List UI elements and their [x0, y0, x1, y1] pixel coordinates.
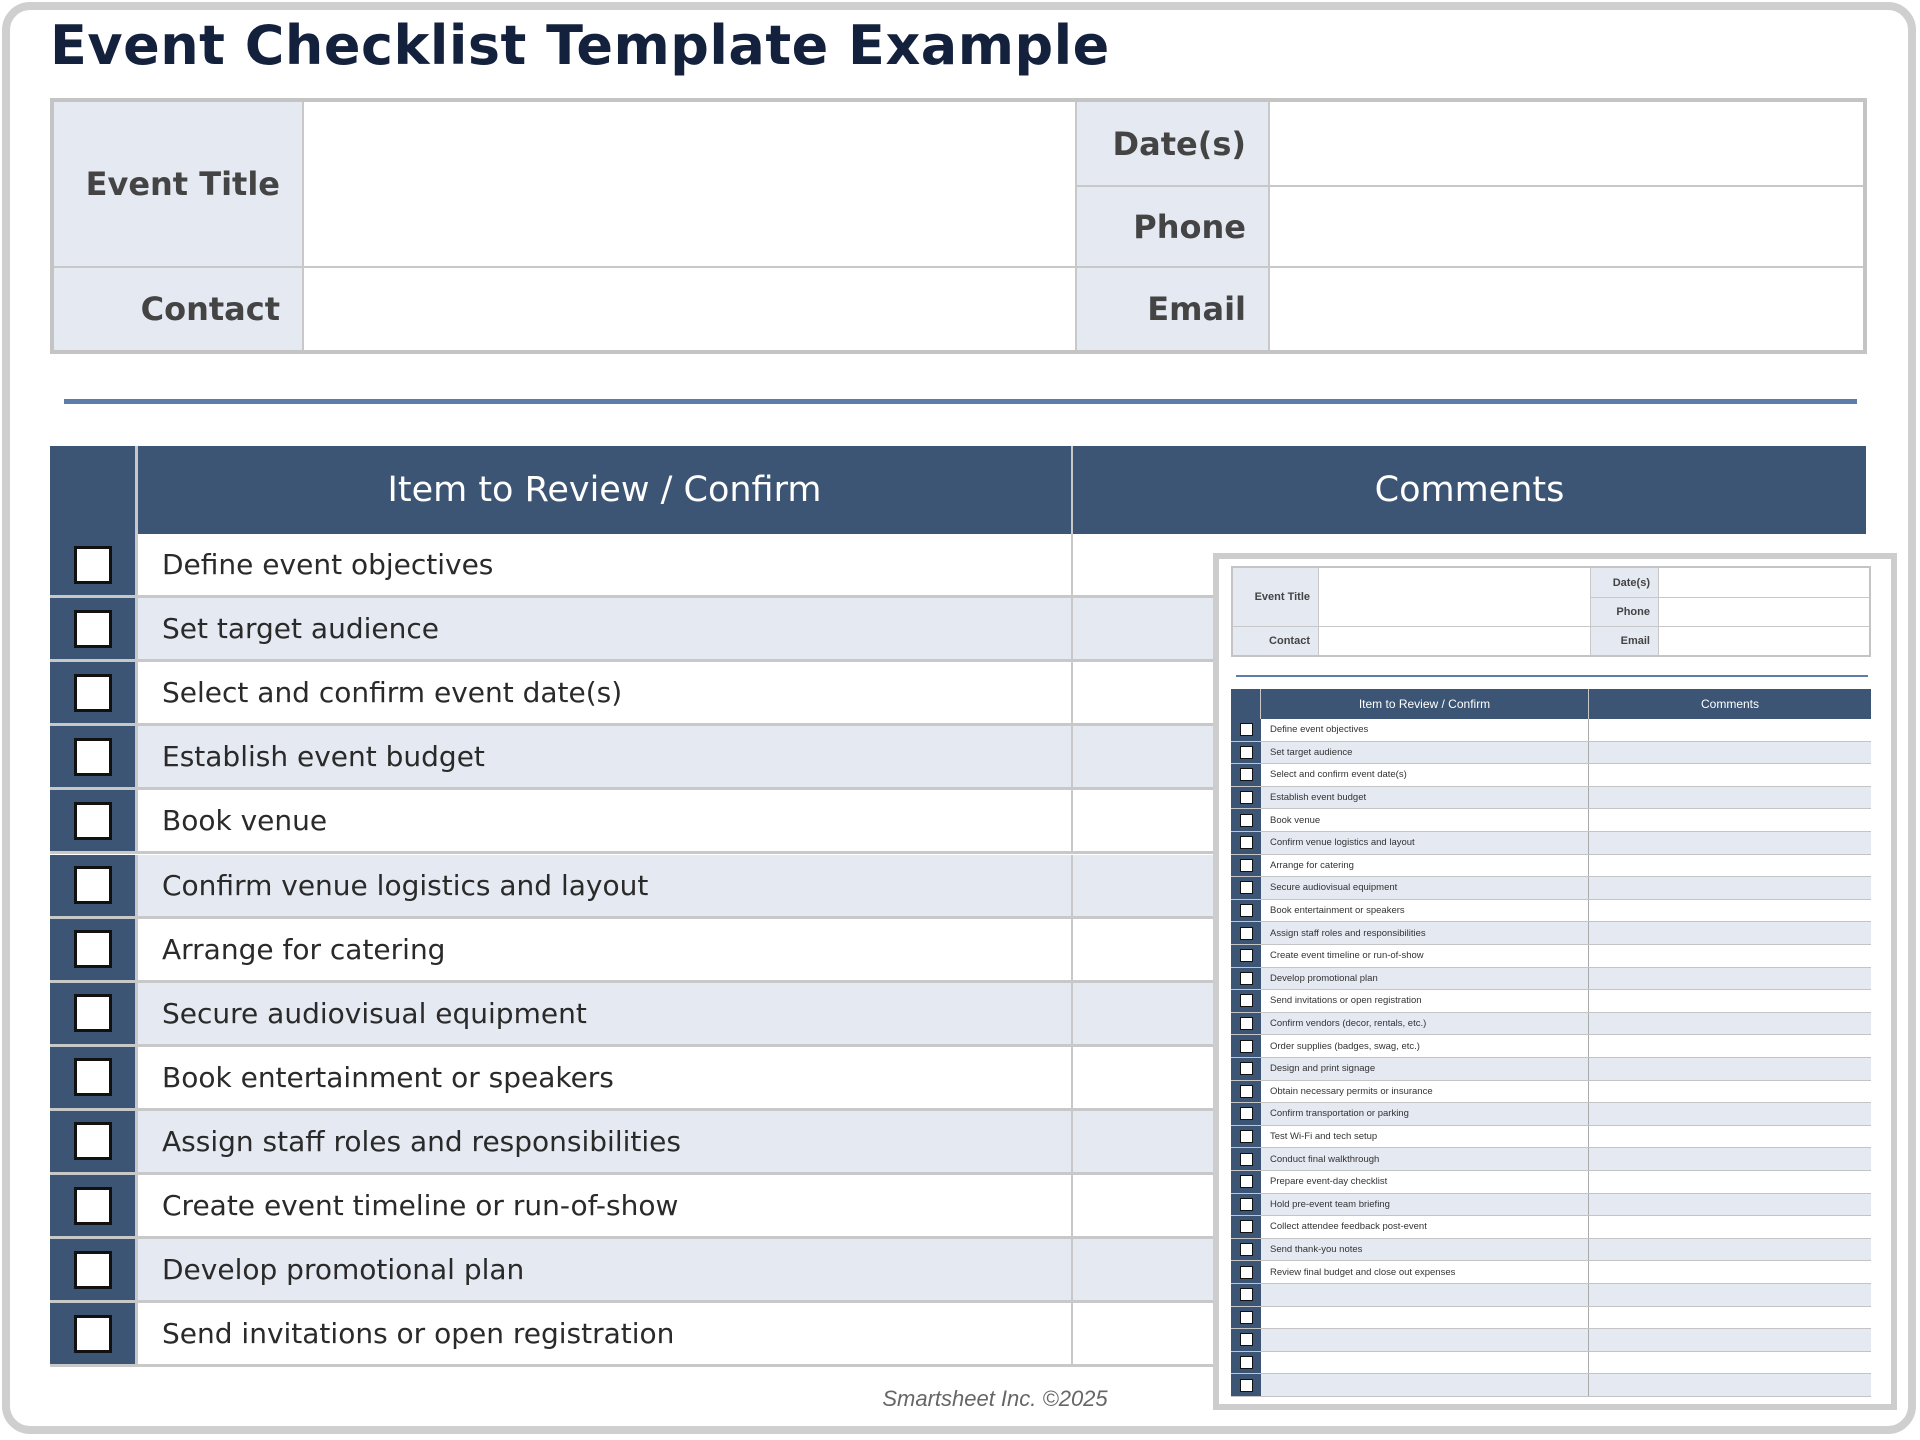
checkbox[interactable]: [74, 802, 112, 840]
thumbnail-comment-cell: [1589, 990, 1871, 1012]
item-cell[interactable]: Send invitations or open registration: [138, 1303, 1073, 1364]
thumbnail-item-cell: Develop promotional plan: [1261, 968, 1589, 990]
thumbnail-event-title-label: Event Title: [1233, 568, 1319, 627]
thumbnail-checkbox-cell: [1231, 1307, 1261, 1329]
thumbnail-item-cell: [1261, 1352, 1589, 1374]
thumbnail-checkbox-cell: [1231, 787, 1261, 809]
item-cell[interactable]: Arrange for catering: [138, 919, 1073, 980]
thumbnail-checkbox-cell: [1231, 1374, 1261, 1396]
thumbnail-checkbox: [1240, 1017, 1253, 1030]
thumbnail-item-cell: [1261, 1284, 1589, 1306]
thumbnail-checkbox-cell: [1231, 1035, 1261, 1057]
item-cell[interactable]: Confirm venue logistics and layout: [138, 855, 1073, 916]
checkbox-cell: [50, 919, 138, 980]
thumbnail-item-cell: Arrange for catering: [1261, 855, 1589, 877]
thumbnail-checkbox: [1240, 1288, 1253, 1301]
thumbnail-comment-cell: [1589, 1216, 1871, 1238]
thumbnail-checkbox: [1240, 859, 1253, 872]
thumbnail-checkbox-cell: [1231, 1329, 1261, 1351]
item-cell[interactable]: Assign staff roles and responsibilities: [138, 1111, 1073, 1172]
thumbnail-checkbox-cell: [1231, 1103, 1261, 1125]
thumbnail-comments-header: Comments: [1589, 689, 1871, 719]
phone-field[interactable]: [1270, 187, 1863, 268]
thumbnail-checkbox: [1240, 881, 1253, 894]
thumbnail-item-cell: Review final budget and close out expenses: [1261, 1261, 1589, 1283]
checkbox[interactable]: [74, 866, 112, 904]
thumbnail-comment-cell: [1589, 1194, 1871, 1216]
checkbox-cell: [50, 983, 138, 1044]
template-thumbnail-preview: [1213, 553, 1897, 1410]
thumbnail-row: [1231, 809, 1871, 832]
thumbnail-row: [1231, 1261, 1871, 1284]
thumbnail-info-table: [1231, 566, 1871, 657]
thumbnail-divider: [1236, 675, 1868, 677]
thumbnail-checkbox-cell: [1231, 1081, 1261, 1103]
thumbnail-comment-cell: [1589, 968, 1871, 990]
thumbnail-item-cell: Collect attendee feedback post-event: [1261, 1216, 1589, 1238]
thumbnail-row: [1231, 1239, 1871, 1262]
thumbnail-comment-cell: [1589, 1352, 1871, 1374]
thumbnail-checkbox-cell: [1231, 922, 1261, 944]
checkbox[interactable]: [74, 674, 112, 712]
thumbnail-item-cell: Send thank-you notes: [1261, 1239, 1589, 1261]
thumbnail-comment-cell: [1589, 742, 1871, 764]
thumbnail-phone-field: [1659, 598, 1869, 627]
thumbnail-checkbox: [1240, 1198, 1253, 1211]
thumbnail-comment-cell: [1589, 832, 1871, 854]
thumbnail-event-title-field: [1319, 568, 1591, 627]
checkbox-column-header: [50, 446, 138, 534]
thumbnail-contact-label: Contact: [1233, 627, 1319, 655]
thumbnail-checkbox-cell: [1231, 900, 1261, 922]
thumbnail-row: [1231, 968, 1871, 991]
thumbnail-comment-cell: [1589, 900, 1871, 922]
thumbnail-checkbox-cell: [1231, 1194, 1261, 1216]
thumbnail-item-cell: Test Wi-Fi and tech setup: [1261, 1126, 1589, 1148]
thumbnail-checkbox: [1240, 972, 1253, 985]
thumbnail-row: [1231, 945, 1871, 968]
thumbnail-checkbox-cell: [1231, 1013, 1261, 1035]
contact-field[interactable]: [304, 268, 1077, 350]
item-cell[interactable]: Select and confirm event date(s): [138, 662, 1073, 723]
checkbox[interactable]: [74, 1122, 112, 1160]
item-cell[interactable]: Book venue: [138, 790, 1073, 851]
thumbnail-checkbox-cell: [1231, 945, 1261, 967]
thumbnail-dates-label: Date(s): [1591, 568, 1659, 598]
thumbnail-row: [1231, 1284, 1871, 1307]
thumbnail-row: [1231, 922, 1871, 945]
item-cell[interactable]: Develop promotional plan: [138, 1239, 1073, 1300]
checkbox[interactable]: [74, 1187, 112, 1225]
checkbox[interactable]: [74, 546, 112, 584]
checkbox-cell: [50, 534, 138, 595]
checkbox-cell: [50, 1303, 138, 1364]
thumbnail-checkbox: [1240, 1243, 1253, 1256]
thumbnail-checkbox: [1240, 1333, 1253, 1346]
checkbox-cell: [50, 726, 138, 787]
checkbox-cell: [50, 1047, 138, 1108]
thumbnail-item-cell: Book entertainment or speakers: [1261, 900, 1589, 922]
thumbnail-checkbox: [1240, 791, 1253, 804]
thumbnail-checkbox-cell: [1231, 1284, 1261, 1306]
thumbnail-item-cell: Prepare event-day checklist: [1261, 1171, 1589, 1193]
thumbnail-row: [1231, 1058, 1871, 1081]
thumbnail-row: [1231, 900, 1871, 923]
thumbnail-row: [1231, 1171, 1871, 1194]
thumbnail-checkbox: [1240, 927, 1253, 940]
thumbnail-checkbox-cell: [1231, 968, 1261, 990]
checkbox[interactable]: [74, 994, 112, 1032]
thumbnail-item-cell: Design and print signage: [1261, 1058, 1589, 1080]
thumbnail-row: [1231, 877, 1871, 900]
thumbnail-comment-cell: [1589, 1081, 1871, 1103]
checkbox-cell: [50, 662, 138, 723]
thumbnail-checkbox-cell: [1231, 719, 1261, 741]
thumbnail-row: [1231, 719, 1871, 742]
email-label: Email: [1077, 268, 1270, 350]
item-column-header: Item to Review / Confirm: [138, 446, 1073, 534]
checkbox-cell: [50, 1239, 138, 1300]
thumbnail-comment-cell: [1589, 1103, 1871, 1125]
thumbnail-row: [1231, 832, 1871, 855]
event-title-label: Event Title: [54, 102, 304, 268]
thumbnail-checkbox: [1240, 1266, 1253, 1279]
thumbnail-item-cell: Confirm transportation or parking: [1261, 1103, 1589, 1125]
thumbnail-contact-field: [1319, 627, 1591, 655]
thumbnail-checkbox-cell: [1231, 855, 1261, 877]
thumbnail-comment-cell: [1589, 1126, 1871, 1148]
thumbnail-email-label: Email: [1591, 627, 1659, 655]
thumbnail-row: [1231, 1126, 1871, 1149]
thumbnail-comment-cell: [1589, 1148, 1871, 1170]
thumbnail-checkbox: [1240, 1175, 1253, 1188]
thumbnail-checkbox-cell: [1231, 1126, 1261, 1148]
thumbnail-checkbox: [1240, 814, 1253, 827]
comments-column-header: Comments: [1073, 446, 1866, 534]
thumbnail-comment-cell: [1589, 1171, 1871, 1193]
thumbnail-row: [1231, 990, 1871, 1013]
thumbnail-checkbox-cell: [1231, 1216, 1261, 1238]
item-cell[interactable]: Define event objectives: [138, 534, 1073, 595]
thumbnail-checkbox: [1240, 994, 1253, 1007]
thumbnail-checkbox-cell: [1231, 1148, 1261, 1170]
thumbnail-item-cell: Define event objectives: [1261, 719, 1589, 741]
phone-label: Phone: [1077, 187, 1270, 268]
thumbnail-checkbox: [1240, 949, 1253, 962]
dates-field[interactable]: [1270, 102, 1863, 187]
thumbnail-item-cell: Secure audiovisual equipment: [1261, 877, 1589, 899]
thumbnail-row: [1231, 1148, 1871, 1171]
thumbnail-checkbox-cell: [1231, 764, 1261, 786]
thumbnail-row: [1231, 1194, 1871, 1217]
dates-label: Date(s): [1077, 102, 1270, 187]
item-cell[interactable]: Create event timeline or run-of-show: [138, 1175, 1073, 1236]
thumbnail-comment-cell: [1589, 764, 1871, 786]
thumbnail-comment-cell: [1589, 1058, 1871, 1080]
thumbnail-row: [1231, 1374, 1871, 1397]
thumbnail-item-cell: Confirm vendors (decor, rentals, etc.): [1261, 1013, 1589, 1035]
thumbnail-comment-cell: [1589, 787, 1871, 809]
checkbox[interactable]: [74, 1058, 112, 1096]
thumbnail-comment-cell: [1589, 809, 1871, 831]
checkbox-cell: [50, 1111, 138, 1172]
item-cell[interactable]: Establish event budget: [138, 726, 1073, 787]
thumbnail-checkbox-cell: [1231, 1058, 1261, 1080]
thumbnail-checkbox: [1240, 723, 1253, 736]
thumbnail-comment-cell: [1589, 1329, 1871, 1351]
thumbnail-item-cell: [1261, 1374, 1589, 1396]
thumbnail-comment-cell: [1589, 1374, 1871, 1396]
thumbnail-comment-cell: [1589, 922, 1871, 944]
thumbnail-checkbox: [1240, 1379, 1253, 1392]
thumbnail-comment-cell: [1589, 1261, 1871, 1283]
thumbnail-item-cell: Send invitations or open registration: [1261, 990, 1589, 1012]
thumbnail-phone-label: Phone: [1591, 598, 1659, 627]
thumbnail-checkbox: [1240, 836, 1253, 849]
checkbox[interactable]: [74, 738, 112, 776]
thumbnail-comment-cell: [1589, 1013, 1871, 1035]
thumbnail-comment-cell: [1589, 945, 1871, 967]
thumbnail-checkbox: [1240, 1153, 1253, 1166]
email-field[interactable]: [1270, 268, 1863, 350]
thumbnail-checkbox: [1240, 904, 1253, 917]
thumbnail-comment-cell: [1589, 877, 1871, 899]
checkbox[interactable]: [74, 1251, 112, 1289]
thumbnail-checkbox: [1240, 1085, 1253, 1098]
thumbnail-item-cell: Establish event budget: [1261, 787, 1589, 809]
thumbnail-checkbox: [1240, 1130, 1253, 1143]
thumbnail-checkbox: [1240, 746, 1253, 759]
thumbnail-row: [1231, 1329, 1871, 1352]
thumbnail-row: [1231, 1216, 1871, 1239]
thumbnail-item-cell: Create event timeline or run-of-show: [1261, 945, 1589, 967]
thumbnail-comment-cell: [1589, 719, 1871, 741]
checkbox[interactable]: [74, 930, 112, 968]
checkbox-cell: [50, 598, 138, 659]
thumbnail-row: [1231, 764, 1871, 787]
thumbnail-checkbox: [1240, 1220, 1253, 1233]
thumbnail-dates-field: [1659, 568, 1869, 598]
thumbnail-checkbox-cell: [1231, 877, 1261, 899]
checkbox-cell: [50, 1175, 138, 1236]
thumbnail-row: [1231, 1035, 1871, 1058]
contact-label: Contact: [54, 268, 304, 350]
page-title: Event Checklist Template Example: [50, 14, 1110, 77]
thumbnail-checkbox-header: [1231, 689, 1261, 719]
thumbnail-item-cell: [1261, 1307, 1589, 1329]
thumbnail-row: [1231, 1307, 1871, 1330]
thumbnail-comment-cell: [1589, 855, 1871, 877]
thumbnail-checkbox: [1240, 1311, 1253, 1324]
thumbnail-item-cell: Obtain necessary permits or insurance: [1261, 1081, 1589, 1103]
thumbnail-checkbox: [1240, 1062, 1253, 1075]
thumbnail-item-cell: Order supplies (badges, swag, etc.): [1261, 1035, 1589, 1057]
thumbnail-checkbox: [1240, 768, 1253, 781]
thumbnail-checkbox-cell: [1231, 742, 1261, 764]
checkbox[interactable]: [74, 610, 112, 648]
thumbnail-row: [1231, 1103, 1871, 1126]
thumbnail-row: [1231, 1013, 1871, 1036]
event-info-table: [50, 98, 1867, 354]
thumbnail-checkbox-cell: [1231, 809, 1261, 831]
copyright-text: Smartsheet Inc. ©2025: [882, 1386, 1108, 1411]
thumbnail-checkbox: [1240, 1356, 1253, 1369]
item-cell[interactable]: Secure audiovisual equipment: [138, 983, 1073, 1044]
thumbnail-item-cell: Hold pre-event team briefing: [1261, 1194, 1589, 1216]
section-divider: [64, 399, 1857, 404]
thumbnail-item-cell: Book venue: [1261, 809, 1589, 831]
event-title-field[interactable]: [304, 102, 1077, 268]
thumbnail-comment-cell: [1589, 1307, 1871, 1329]
thumbnail-comment-cell: [1589, 1284, 1871, 1306]
thumbnail-comment-cell: [1589, 1239, 1871, 1261]
thumbnail-item-cell: Set target audience: [1261, 742, 1589, 764]
item-cell[interactable]: Book entertainment or speakers: [138, 1047, 1073, 1108]
thumbnail-item-cell: [1261, 1329, 1589, 1351]
thumbnail-item-cell: Assign staff roles and responsibilities: [1261, 922, 1589, 944]
thumbnail-checkbox-cell: [1231, 832, 1261, 854]
thumbnail-item-header: Item to Review / Confirm: [1261, 689, 1589, 719]
item-cell[interactable]: Set target audience: [138, 598, 1073, 659]
thumbnail-row: [1231, 787, 1871, 810]
thumbnail-checkbox-cell: [1231, 1171, 1261, 1193]
thumbnail-checkbox-cell: [1231, 1239, 1261, 1261]
checkbox[interactable]: [74, 1315, 112, 1353]
thumbnail-checkbox-cell: [1231, 1261, 1261, 1283]
checkbox-cell: [50, 790, 138, 851]
thumbnail-row: [1231, 1081, 1871, 1104]
checkbox-cell: [50, 855, 138, 916]
thumbnail-row: [1231, 1352, 1871, 1375]
thumbnail-checkbox-cell: [1231, 1352, 1261, 1374]
thumbnail-checkbox: [1240, 1107, 1253, 1120]
thumbnail-item-cell: Conduct final walkthrough: [1261, 1148, 1589, 1170]
thumbnail-item-cell: Select and confirm event date(s): [1261, 764, 1589, 786]
thumbnail-item-cell: Confirm venue logistics and layout: [1261, 832, 1589, 854]
thumbnail-row: [1231, 742, 1871, 765]
thumbnail-checkbox: [1240, 1040, 1253, 1053]
thumbnail-comment-cell: [1589, 1035, 1871, 1057]
thumbnail-checkbox-cell: [1231, 990, 1261, 1012]
thumbnail-row: [1231, 855, 1871, 878]
thumbnail-email-field: [1659, 627, 1869, 655]
